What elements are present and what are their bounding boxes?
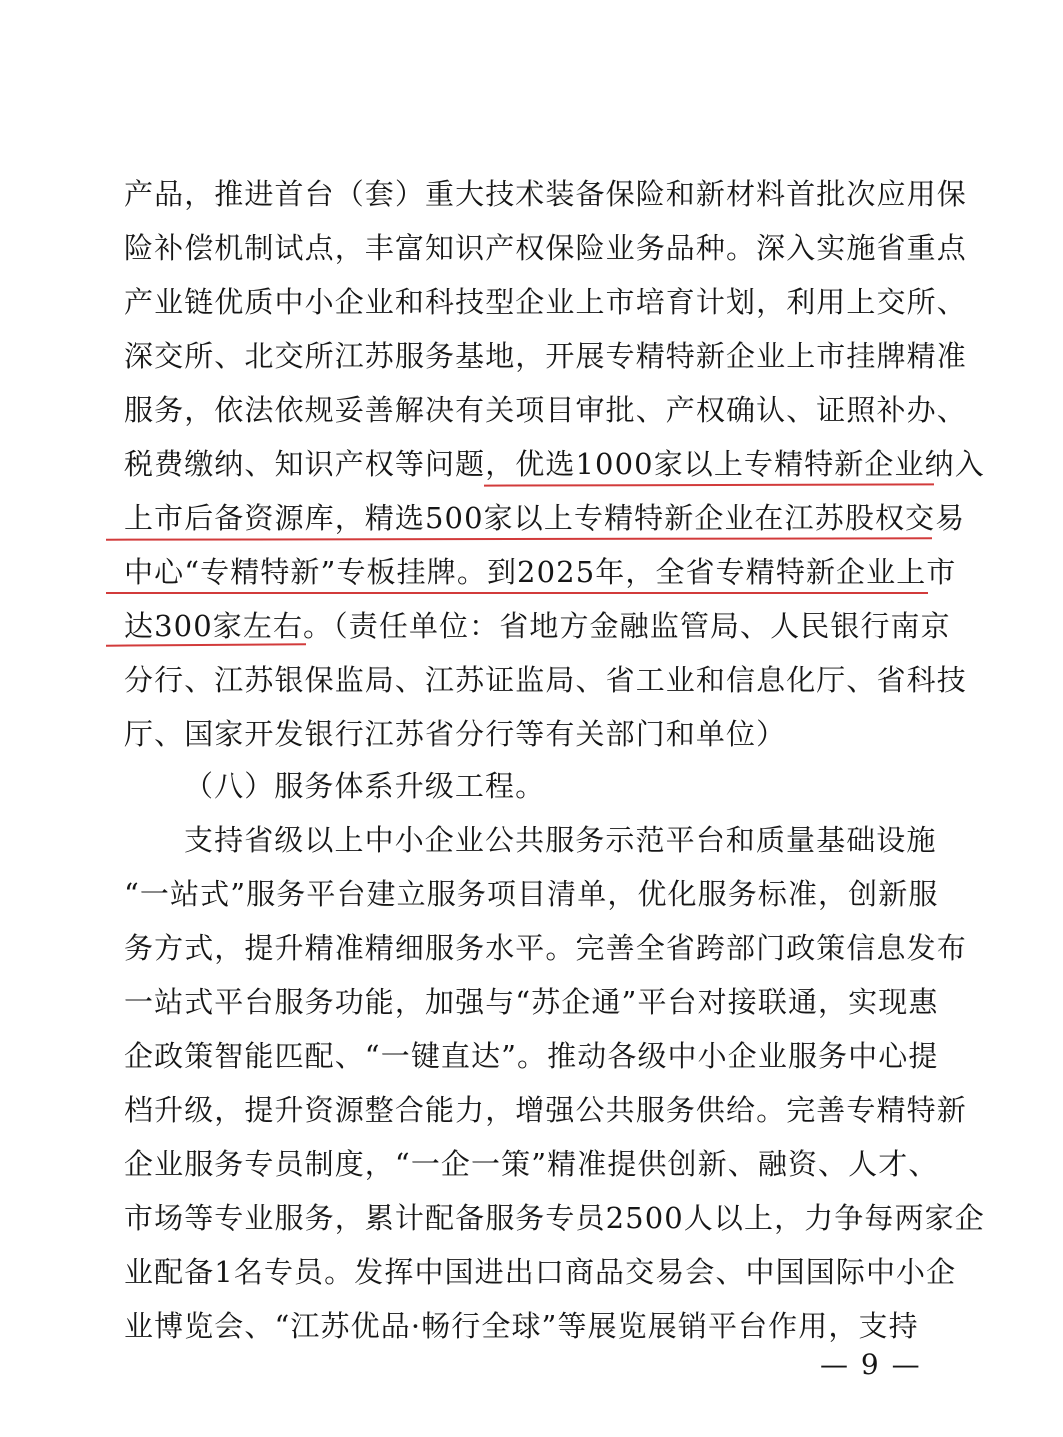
body-text-line: 险补偿机制试点，丰富知识产权保险业务品种。深入实施省重点 xyxy=(124,231,967,265)
body-text-line: 企业服务专员制度，“一企一策”精准提供创新、融资、人才、 xyxy=(124,1147,939,1181)
body-text-line: 上市后备资源库，精选500家以上专精特新企业在江苏股权交易 xyxy=(124,501,966,535)
body-text-line: “一站式”服务平台建立服务项目清单，优化服务标准，创新服 xyxy=(124,877,939,911)
paragraph-first-line: 支持省级以上中小企业公共服务示范平台和质量基础设施 xyxy=(184,823,937,857)
body-text-line: 税费缴纳、知识产权等问题，优选1000家以上专精特新企业纳入 xyxy=(124,447,985,481)
body-text-line: 产品，推进首台（套）重大技术装备保险和新材料首批次应用保 xyxy=(124,177,967,211)
body-text-line: 档升级，提升资源整合能力，增强公共服务供给。完善专精特新 xyxy=(124,1093,967,1127)
body-text-line: 中心“专精特新”专板挂牌。到2025年，全省专精特新企业上市 xyxy=(124,555,957,589)
page-number: — 9 — xyxy=(820,1348,922,1381)
body-text-line: 服务，依法依规妥善解决有关项目审批、产权确认、证照补办、 xyxy=(124,393,967,427)
body-text-line: 务方式，提升精准精细服务水平。完善全省跨部门政策信息发布 xyxy=(124,931,967,965)
body-text-line: 市场等专业服务，累计配备服务专员2500人以上，力争每两家企 xyxy=(124,1201,985,1235)
body-text-line: 分行、江苏银保监局、江苏证监局、省工业和信息化厅、省科技 xyxy=(124,663,967,697)
section-heading: （八）服务体系升级工程。 xyxy=(184,769,546,803)
body-text-line: 厅、国家开发银行江苏省分行等有关部门和单位） xyxy=(124,717,787,751)
highlight-underline xyxy=(106,592,928,594)
body-text-line: 企政策智能匹配、“一键直达”。推动各级中小企业服务中心提 xyxy=(124,1039,939,1073)
body-text-line: 产业链优质中小企业和科技型企业上市培育计划，利用上交所、 xyxy=(124,285,967,319)
body-text-line: 业配备1名专员。发挥中国进出口商品交易会、中国国际中小企 xyxy=(124,1255,957,1289)
body-text-line: 达300家左右。（责任单位：省地方金融监管局、人民银行南京 xyxy=(124,609,951,643)
body-text-line: 一站式平台服务功能，加强与“苏企通”平台对接联通，实现惠 xyxy=(124,985,939,1019)
body-text-line: 业博览会、“江苏优品·畅行全球”等展览展销平台作用，支持 xyxy=(124,1309,919,1343)
body-text-line: 深交所、北交所江苏服务基地，开展专精特新企业上市挂牌精准 xyxy=(124,339,967,373)
